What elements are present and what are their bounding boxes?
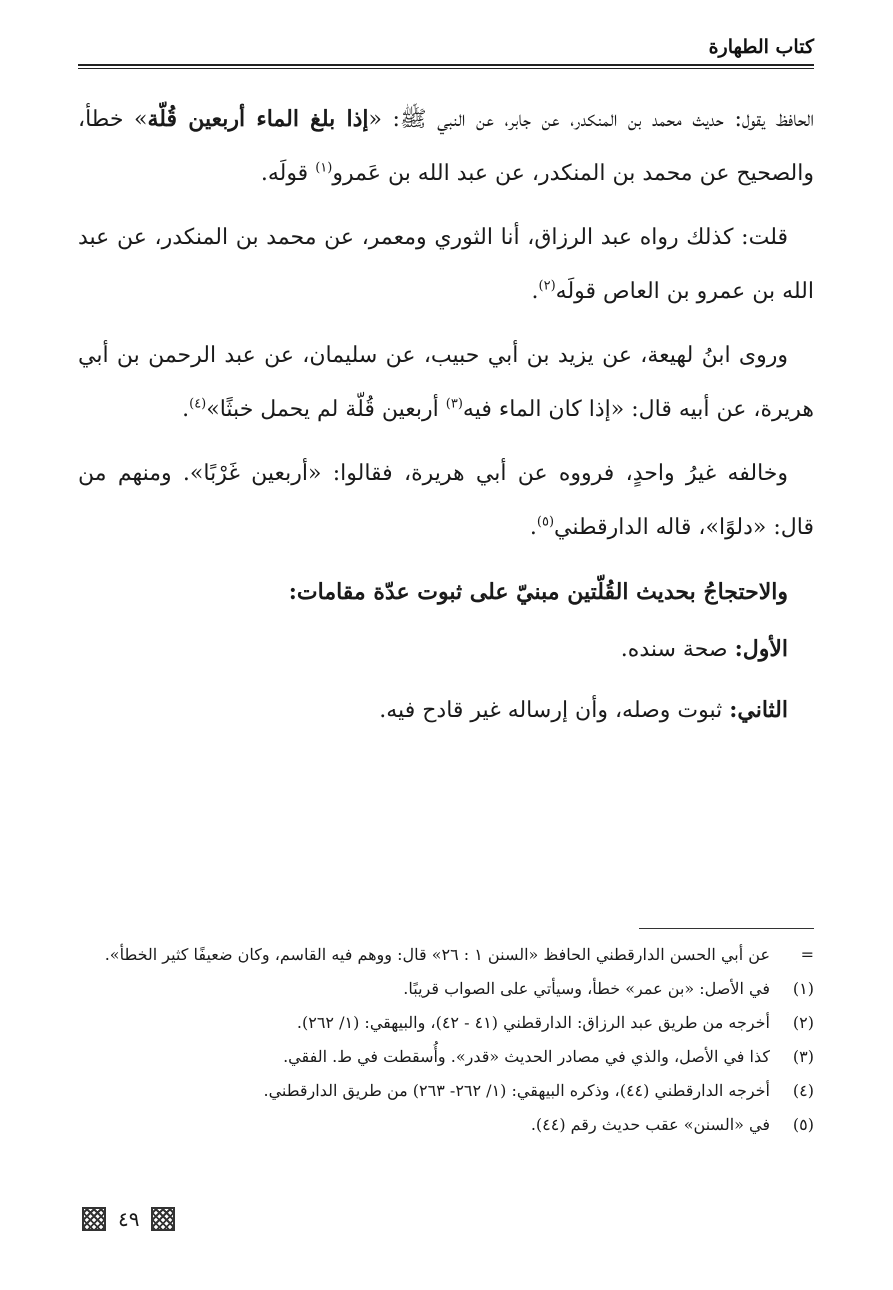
footnote-text: في الأصل: «بن عمر» خطأ، وسيأتي على الصواب قريبًا. <box>403 979 770 998</box>
chapter-title: كتاب الطهارة <box>708 36 814 58</box>
paragraph-1: الحافظ يقول: حديث محمد بن المنكدر، عن جابر، عن النبي ﷺ: «إذا بلغ الماء أربعين قُلّة» خطأ، والصحيح عن محمد بن المنكدر، عن عبد الله بن عَمرو$^{(١)}$ قولَه. <box>78 106 814 186</box>
ornament-icon <box>82 1207 106 1231</box>
footnote-number: (٤) <box>792 1081 814 1100</box>
footnote-number: = <box>800 945 814 964</box>
footnotes <box>78 940 814 1144</box>
footnote-separator <box>639 928 814 929</box>
paragraph-2: قلت: كذلك رواه عبد الرزاق، أنا الثوري ومعمر، عن محمد بن المنكدر، عن عبد الله بن عمرو بن العاص قولَه$^{(٢)}$. <box>78 225 814 304</box>
header-rule-thin <box>78 68 814 69</box>
list-item: الثاني: ثبوت وصله، وأن إرساله غير قادح فيه. <box>379 697 788 723</box>
running-header <box>78 30 814 60</box>
book-page <box>78 30 814 1260</box>
ornament-icon <box>151 1207 175 1231</box>
footnote-number: (٢) <box>792 1013 814 1032</box>
section-heading: والاحتجاجُ بحديث القُلّتين مبنيّ على ثبوت عدّة مقامات: <box>288 579 788 605</box>
footnote-number: (٥) <box>792 1115 814 1134</box>
footnote-text: أخرجه من طريق عبد الرزاق: الدارقطني (٤١ - ٤٢)، والبيهقي: (١/ ٢٦٢). <box>296 1013 770 1032</box>
paragraph-4: وخالفه غيرُ واحدٍ، فرووه عن أبي هريرة، فقالوا: «أربعين غَرْبًا». ومنهم من قال: «دلوًا»، قاله الدارقطني$^{(٥)}$. <box>78 461 814 540</box>
footnote-text: عن أبي الحسن الدارقطني الحافظ «السنن ١ : ٢٦» قال: ووهم فيه القاسم، وكان ضعيفًا كثير الخطأ». <box>104 945 770 964</box>
footnote-ref-1[interactable]: (١) <box>315 160 333 176</box>
footnote-ref-4[interactable]: (٤) <box>189 396 207 412</box>
page-folio <box>82 1206 175 1232</box>
footnote <box>78 1076 814 1106</box>
item-label: الثاني: <box>729 697 788 723</box>
header-rule-thick <box>78 64 814 66</box>
footnote-number: (١) <box>792 979 814 998</box>
main-text <box>78 92 814 741</box>
footnote <box>78 940 814 970</box>
footnote <box>78 974 814 1004</box>
footnote-ref-3[interactable]: (٣) <box>445 396 463 412</box>
list-item: الأول: صحة سنده. <box>620 636 788 662</box>
footnote <box>78 1110 814 1140</box>
page-number: ٤٩ <box>118 1207 140 1231</box>
footnote-text: كذا في الأصل، والذي في مصادر الحديث «قدر». وأُسقطت في ط. الفقي. <box>283 1047 770 1066</box>
footnote <box>78 1008 814 1038</box>
item-label: الأول: <box>734 636 788 662</box>
footnote-ref-2[interactable]: (٢) <box>538 278 556 294</box>
paragraph-3: وروى ابنُ لهيعة، عن يزيد بن أبي حبيب، عن سليمان، عن عبد الرحمن بن أبي هريرة، عن أبيه قال: «إذا كان الماء فيه$^{(٣)}$ أربعين قُلّة لم يحمل خبثًا»$^{(٤)}$. <box>78 343 814 422</box>
footnote-number: (٣) <box>792 1047 814 1066</box>
hadith-quote: إذا بلغ الماء أربعين قُلّة <box>147 106 369 132</box>
footnote-text: أخرجه الدارقطني (٤٤)، وذكره البيهقي: (١/ ٢٦٢- ٢٦٣) من طريق الدارقطني. <box>263 1081 770 1100</box>
footnote-text: في «السنن» عقب حديث رقم (٤٤). <box>530 1115 770 1134</box>
footnote-ref-5[interactable]: (٥) <box>536 514 555 530</box>
footnote <box>78 1042 814 1072</box>
